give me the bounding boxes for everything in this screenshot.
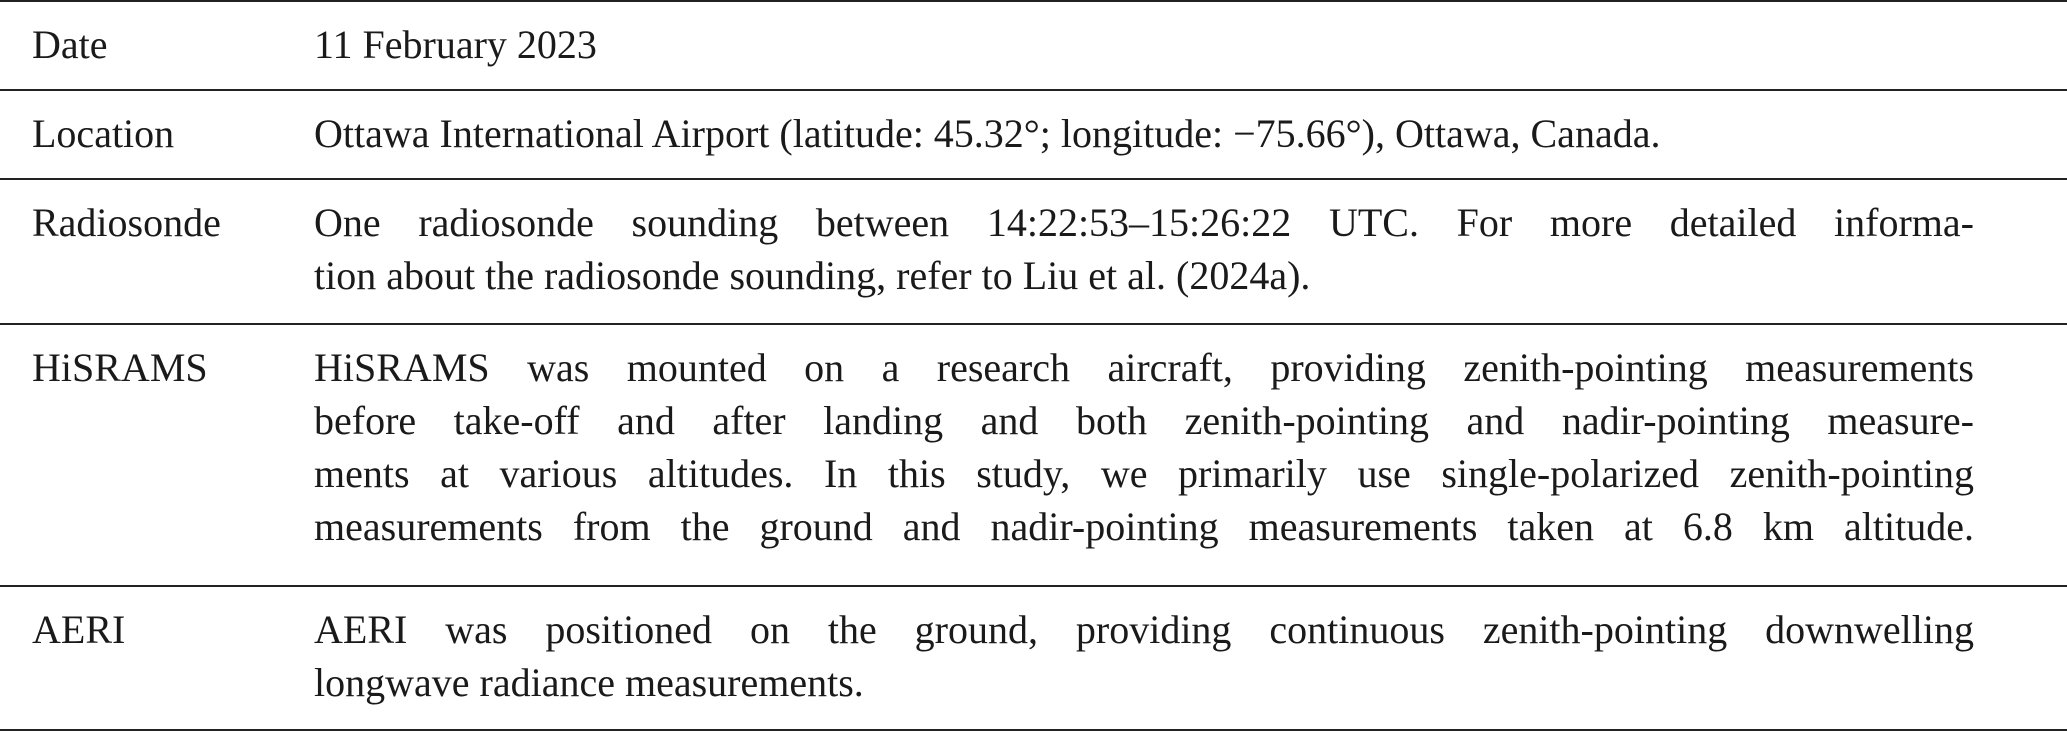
description-line: HiSRAMS was mounted on a research aircraft, providing zenith-pointing measurements [314, 345, 1974, 390]
description-line: longwave radiance measurements. [314, 660, 864, 705]
row-description [314, 196, 1974, 302]
table-row-aeri [0, 585, 2067, 731]
description-line: tion about the radiosonde sounding, refer to Liu et al. (2024a). [314, 253, 1311, 298]
table-row-date [0, 0, 2067, 89]
description-line: before take-off and after landing and both zenith-pointing and nadir-pointing measure- [314, 398, 1974, 443]
row-term: AERI [32, 607, 126, 652]
row-description [314, 107, 1974, 160]
table-row-radiosonde [0, 178, 2067, 323]
description-line: ments at various altitudes. In this study, we primarily use single-polarized zenith-pointing [314, 451, 1974, 496]
row-term: Location [32, 111, 175, 156]
description-line: Ottawa International Airport (latitude: 45.32°; longitude: −75.66°), Ottawa, Canada. [314, 111, 1661, 156]
row-term: Date [32, 22, 108, 67]
row-description [314, 18, 1974, 71]
description-line: 11 February 2023 [314, 22, 597, 67]
row-term: HiSRAMS [32, 345, 208, 390]
row-term: Radiosonde [32, 200, 221, 245]
table-row-location [0, 89, 2067, 178]
description-line: AERI was positioned on the ground, providing continuous zenith-pointing downwelling [314, 607, 1974, 652]
row-description [314, 603, 1974, 709]
description-line: measurements from the ground and nadir-pointing measurements taken at 6.8 km altitude. [314, 504, 1974, 549]
table-row-hisrams [0, 323, 2067, 585]
description-line: One radiosonde sounding between 14:22:53–15:26:22 UTC. For more detailed informa- [314, 200, 1974, 245]
row-description [314, 341, 1974, 553]
